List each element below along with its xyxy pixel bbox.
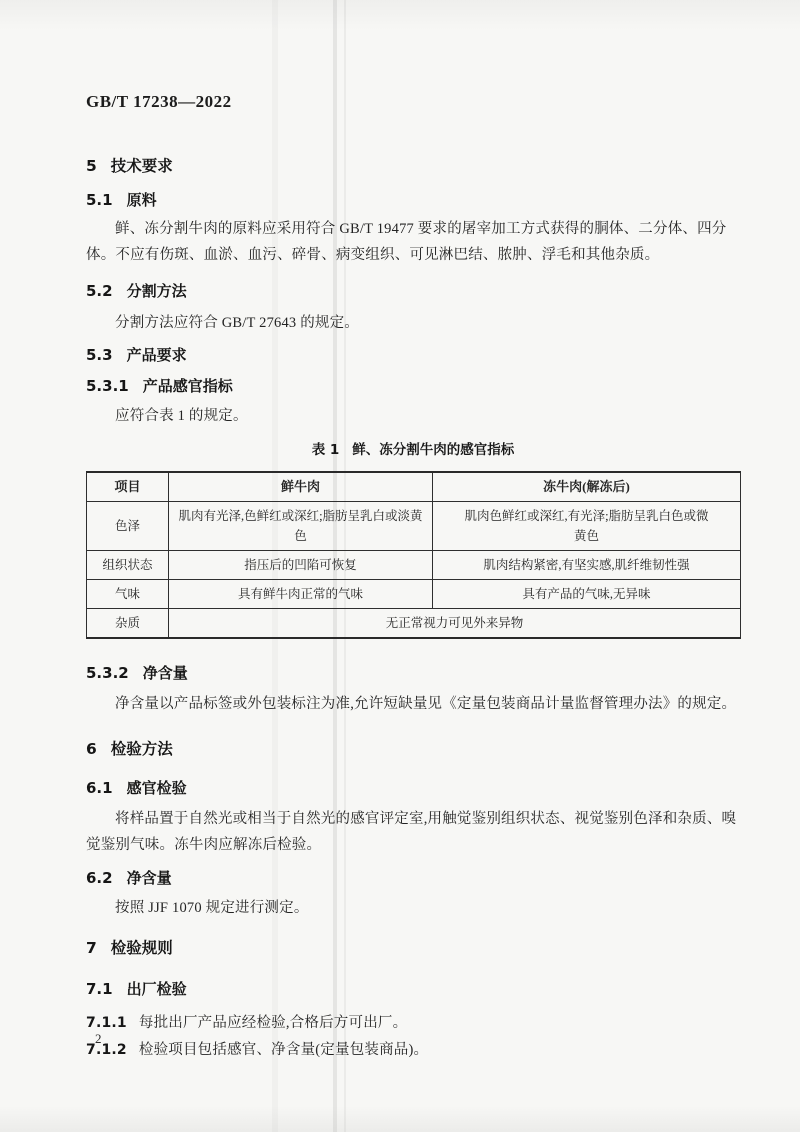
heading-title: 检验方法 bbox=[110, 740, 173, 758]
standard-number: GB/T 17238—2022 bbox=[86, 92, 232, 111]
paragraph-5-3-1: 应符合表 1 的规定。 bbox=[115, 408, 248, 424]
table-header-row bbox=[87, 472, 741, 502]
paragraph-5-1: 鲜、冻分割牛肉的原料应采用符合 GB/T 19477 要求的屠宰加工方式获得的胴体、二分体、四分体。不应有伤斑、血淤、血污、碎骨、病变组织、可见淋巴结、脓肿、浮毛和其他杂质。 bbox=[86, 221, 727, 263]
table-caption-title: 鲜、冻分割牛肉的感官指标 bbox=[352, 442, 515, 458]
heading-number: 5.2 bbox=[86, 282, 113, 300]
page-number: 2 bbox=[95, 1031, 102, 1046]
heading-5 bbox=[86, 156, 740, 176]
heading-title: 技术要求 bbox=[110, 157, 173, 175]
table-1 bbox=[86, 471, 741, 639]
heading-number: 6.1 bbox=[86, 779, 113, 797]
cell-frozen: 具有产品的气味,无异味 bbox=[433, 580, 741, 609]
heading-title: 原料 bbox=[126, 191, 157, 209]
table-1-caption bbox=[86, 438, 740, 458]
cell-frozen: 肌肉色鲜红或深红,有光泽;脂肪呈乳白色或微黄色 bbox=[464, 509, 709, 543]
heading-title: 分割方法 bbox=[126, 282, 187, 300]
heading-5-2 bbox=[86, 281, 740, 301]
heading-6 bbox=[86, 739, 740, 759]
page-content bbox=[86, 0, 740, 1063]
row-label: 组织状态 bbox=[87, 551, 169, 580]
heading-number: 5.3.2 bbox=[86, 664, 129, 682]
table-row-texture bbox=[87, 551, 741, 580]
table-caption-label: 表 1 bbox=[311, 442, 340, 458]
clause-text: 检验项目包括感官、净含量(定量包装商品)。 bbox=[138, 1042, 429, 1058]
heading-number: 6.2 bbox=[86, 869, 113, 887]
heading-6-2 bbox=[86, 868, 740, 888]
heading-title: 净含量 bbox=[126, 869, 172, 887]
heading-title: 净含量 bbox=[142, 664, 188, 682]
heading-number: 6 bbox=[86, 740, 97, 758]
table-row-impurity bbox=[87, 609, 741, 639]
heading-title: 产品感官指标 bbox=[142, 377, 233, 395]
heading-number: 5.3 bbox=[86, 346, 113, 364]
heading-number: 5 bbox=[86, 157, 97, 175]
clause-7-1-1 bbox=[86, 1010, 740, 1036]
cell-fresh: 具有鲜牛肉正常的气味 bbox=[169, 580, 433, 609]
heading-6-1 bbox=[86, 778, 740, 798]
heading-5-3-2 bbox=[86, 663, 740, 683]
heading-5-1 bbox=[86, 190, 740, 210]
col-header-fresh: 鲜牛肉 bbox=[169, 472, 433, 502]
cell-spanning: 无正常视力可见外来异物 bbox=[169, 609, 741, 639]
cell-frozen: 肌肉结构紧密,有坚实感,肌纤维韧性强 bbox=[433, 551, 741, 580]
heading-number: 5.3.1 bbox=[86, 377, 129, 395]
heading-5-3-1 bbox=[86, 376, 740, 396]
heading-title: 产品要求 bbox=[126, 346, 187, 364]
table-row-odor bbox=[87, 580, 741, 609]
heading-number: 7 bbox=[86, 939, 97, 957]
cell-fresh: 指压后的凹陷可恢复 bbox=[169, 551, 433, 580]
heading-title: 出厂检验 bbox=[126, 980, 187, 998]
paragraph-6-1: 将样品置于自然光或相当于自然光的感官评定室,用触觉鉴别组织状态、视觉鉴别色泽和杂质、嗅觉鉴别气味。冻牛肉应解冻后检验。 bbox=[86, 811, 737, 853]
cell-fresh: 肌肉有光泽,色鲜红或深红;脂肪呈乳白或淡黄色 bbox=[178, 509, 423, 543]
table-row-color bbox=[87, 502, 741, 551]
clause-number: 7.1.2 bbox=[86, 1042, 127, 1058]
heading-title: 感官检验 bbox=[126, 779, 187, 797]
heading-number: 5.1 bbox=[86, 191, 113, 209]
heading-title: 检验规则 bbox=[110, 939, 173, 957]
row-label: 气味 bbox=[87, 580, 169, 609]
row-label: 色泽 bbox=[87, 502, 169, 551]
clause-7-1-2 bbox=[86, 1037, 740, 1063]
scan-shade-bottom bbox=[0, 1106, 800, 1132]
paragraph-5-2: 分割方法应符合 GB/T 27643 的规定。 bbox=[115, 315, 359, 331]
heading-7 bbox=[86, 938, 740, 958]
row-label: 杂质 bbox=[87, 609, 169, 639]
clause-text: 每批出厂产品应经检验,合格后方可出厂。 bbox=[138, 1015, 408, 1031]
paragraph-5-3-2: 净含量以产品标签或外包装标注为准,允许短缺量见《定量包装商品计量监督管理办法》的规定。 bbox=[115, 696, 737, 712]
clause-number: 7.1.1 bbox=[86, 1015, 127, 1031]
col-header-frozen: 冻牛肉(解冻后) bbox=[433, 472, 741, 502]
heading-5-3 bbox=[86, 345, 740, 365]
paragraph-6-2: 按照 JJF 1070 规定进行测定。 bbox=[115, 900, 309, 916]
col-header-item: 项目 bbox=[87, 472, 169, 502]
heading-number: 7.1 bbox=[86, 980, 113, 998]
heading-7-1 bbox=[86, 979, 740, 999]
